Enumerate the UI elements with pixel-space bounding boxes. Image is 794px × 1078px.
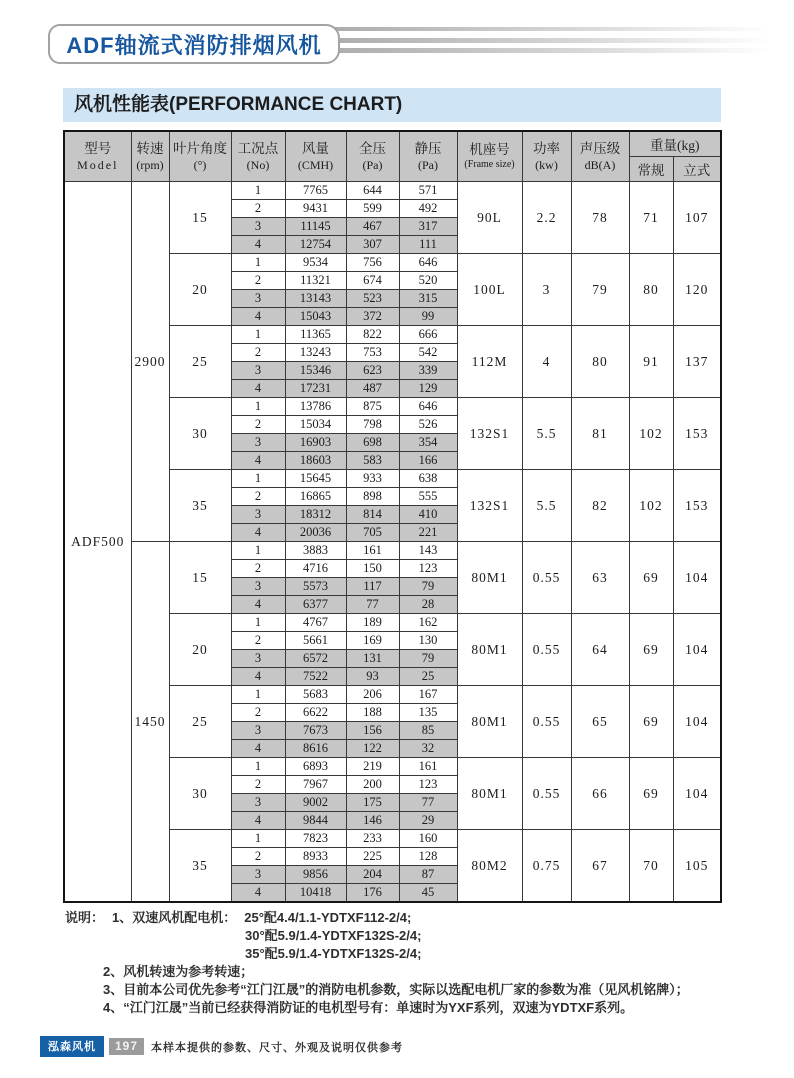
cell-rpm: 1450: [131, 542, 169, 903]
cell-point: 2: [231, 272, 285, 290]
cell-static-pressure: 79: [399, 578, 457, 596]
col-header-weight: 重量(kg): [629, 131, 721, 157]
cell-airflow: 5573: [285, 578, 346, 596]
cell-frame: 112M: [457, 326, 522, 398]
cell-point: 3: [231, 650, 285, 668]
cell-angle: 15: [169, 182, 231, 254]
cell-static-pressure: 45: [399, 884, 457, 903]
cell-point: 1: [231, 830, 285, 848]
cell-weight-normal: 71: [629, 182, 673, 254]
cell-total-pressure: 698: [346, 434, 399, 452]
col-header-speed: 转速 (rpm): [131, 131, 169, 182]
cell-static-pressure: 646: [399, 254, 457, 272]
cell-static-pressure: 354: [399, 434, 457, 452]
cell-total-pressure: 146: [346, 812, 399, 830]
cell-weight-normal: 69: [629, 686, 673, 758]
cell-airflow: 5683: [285, 686, 346, 704]
cell-total-pressure: 523: [346, 290, 399, 308]
col-header-model: 型号 Model: [64, 131, 131, 182]
cell-airflow: 13143: [285, 290, 346, 308]
cell-airflow: 4767: [285, 614, 346, 632]
cell-total-pressure: 814: [346, 506, 399, 524]
cell-point: 3: [231, 434, 285, 452]
cell-static-pressure: 317: [399, 218, 457, 236]
cell-point: 3: [231, 506, 285, 524]
cell-noise: 79: [571, 254, 629, 326]
cell-power: 5.5: [522, 398, 571, 470]
cell-frame: 80M1: [457, 686, 522, 758]
cell-total-pressure: 756: [346, 254, 399, 272]
cell-point: 2: [231, 560, 285, 578]
cell-total-pressure: 898: [346, 488, 399, 506]
cell-total-pressure: 189: [346, 614, 399, 632]
cell-airflow: 13786: [285, 398, 346, 416]
col-header-airflow: 风量 (CMH): [285, 131, 346, 182]
cell-weight-vertical: 104: [673, 758, 721, 830]
note-line-2: 2、风机转速为参考转速；: [103, 964, 254, 979]
cell-static-pressure: 29: [399, 812, 457, 830]
cell-total-pressure: 206: [346, 686, 399, 704]
notes-section: [65, 909, 765, 1017]
cell-point: 4: [231, 740, 285, 758]
note1-motor-35: 35°配5.9/1.4-YDTXF132S-2/4;: [245, 946, 422, 961]
cell-weight-normal: 69: [629, 542, 673, 614]
cell-weight-vertical: 120: [673, 254, 721, 326]
cell-frame: 80M1: [457, 758, 522, 830]
cell-static-pressure: 162: [399, 614, 457, 632]
cell-weight-vertical: 104: [673, 614, 721, 686]
cell-frame: 132S1: [457, 398, 522, 470]
cell-static-pressure: 79: [399, 650, 457, 668]
cell-airflow: 9534: [285, 254, 346, 272]
cell-static-pressure: 646: [399, 398, 457, 416]
cell-weight-normal: 91: [629, 326, 673, 398]
cell-noise: 65: [571, 686, 629, 758]
cell-airflow: 15645: [285, 470, 346, 488]
cell-total-pressure: 204: [346, 866, 399, 884]
cell-static-pressure: 492: [399, 200, 457, 218]
cell-static-pressure: 542: [399, 344, 457, 362]
decorative-stripe: [325, 27, 794, 31]
cell-total-pressure: 150: [346, 560, 399, 578]
cell-point: 3: [231, 794, 285, 812]
cell-point: 4: [231, 452, 285, 470]
cell-airflow: 4716: [285, 560, 346, 578]
brand-badge: 泓森风机: [40, 1036, 104, 1057]
cell-frame: 90L: [457, 182, 522, 254]
cell-total-pressure: 188: [346, 704, 399, 722]
cell-point: 4: [231, 596, 285, 614]
table-row: [64, 182, 721, 200]
cell-weight-vertical: 153: [673, 398, 721, 470]
cell-static-pressure: 666: [399, 326, 457, 344]
cell-airflow: 7673: [285, 722, 346, 740]
performance-table: [63, 130, 722, 903]
cell-angle: 30: [169, 758, 231, 830]
table-row: [64, 542, 721, 560]
page-number-badge: 197: [109, 1038, 144, 1055]
decorative-stripe: [325, 38, 794, 43]
cell-point: 4: [231, 380, 285, 398]
cell-weight-normal: 102: [629, 470, 673, 542]
cell-power: 2.2: [522, 182, 571, 254]
cell-total-pressure: 674: [346, 272, 399, 290]
col-header-static-pressure: 静压 (Pa): [399, 131, 457, 182]
cell-point: 1: [231, 542, 285, 560]
note1-motor-25: 25°配4.4/1.1-YDTXF112-2/4;: [244, 910, 412, 925]
cell-airflow: 3883: [285, 542, 346, 560]
cell-weight-vertical: 104: [673, 686, 721, 758]
cell-weight-normal: 69: [629, 614, 673, 686]
cell-total-pressure: 233: [346, 830, 399, 848]
cell-static-pressure: 571: [399, 182, 457, 200]
cell-weight-vertical: 107: [673, 182, 721, 254]
cell-total-pressure: 200: [346, 776, 399, 794]
cell-static-pressure: 135: [399, 704, 457, 722]
cell-total-pressure: 176: [346, 884, 399, 903]
cell-power: 4: [522, 326, 571, 398]
cell-total-pressure: 307: [346, 236, 399, 254]
note-line-3: 3、目前本公司优先参考“江门江晟”的消防电机参数，实际以选配电机厂家的参数为准（见风机铭牌）；: [103, 982, 689, 997]
cell-static-pressure: 111: [399, 236, 457, 254]
cell-point: 4: [231, 308, 285, 326]
cell-airflow: 15043: [285, 308, 346, 326]
cell-airflow: 9856: [285, 866, 346, 884]
cell-total-pressure: 93: [346, 668, 399, 686]
cell-airflow: 16903: [285, 434, 346, 452]
cell-point: 4: [231, 668, 285, 686]
cell-point: 2: [231, 344, 285, 362]
note1-prefix: 1、双速风机配电机：: [112, 910, 237, 925]
footer-disclaimer: 本样本提供的参数、尺寸、外观及说明仅供参考: [151, 1041, 404, 1054]
cell-angle: 25: [169, 326, 231, 398]
decorative-stripe: [325, 48, 794, 53]
cell-total-pressure: 705: [346, 524, 399, 542]
cell-noise: 66: [571, 758, 629, 830]
table-header: [64, 131, 721, 182]
notes-label: 说明：: [65, 910, 105, 925]
cell-weight-normal: 80: [629, 254, 673, 326]
cell-static-pressure: 99: [399, 308, 457, 326]
cell-power: 0.55: [522, 686, 571, 758]
cell-frame: 132S1: [457, 470, 522, 542]
section-title: 风机性能表(PERFORMANCE CHART): [63, 88, 721, 122]
cell-angle: 20: [169, 254, 231, 326]
cell-static-pressure: 128: [399, 848, 457, 866]
cell-point: 1: [231, 758, 285, 776]
cell-airflow: 13243: [285, 344, 346, 362]
cell-static-pressure: 520: [399, 272, 457, 290]
cell-total-pressure: 225: [346, 848, 399, 866]
cell-total-pressure: 623: [346, 362, 399, 380]
cell-angle: 35: [169, 830, 231, 903]
cell-point: 3: [231, 290, 285, 308]
col-header-point: 工况点 (No): [231, 131, 285, 182]
cell-noise: 64: [571, 614, 629, 686]
cell-point: 2: [231, 776, 285, 794]
cell-power: 3: [522, 254, 571, 326]
page-footer: [40, 1036, 403, 1057]
cell-airflow: 8933: [285, 848, 346, 866]
cell-point: 4: [231, 812, 285, 830]
cell-noise: 67: [571, 830, 629, 903]
cell-angle: 25: [169, 686, 231, 758]
cell-static-pressure: 221: [399, 524, 457, 542]
cell-frame: 100L: [457, 254, 522, 326]
cell-total-pressure: 583: [346, 452, 399, 470]
cell-static-pressure: 130: [399, 632, 457, 650]
cell-noise: 78: [571, 182, 629, 254]
cell-airflow: 20036: [285, 524, 346, 542]
cell-point: 2: [231, 632, 285, 650]
table-body: [64, 182, 721, 903]
cell-total-pressure: 131: [346, 650, 399, 668]
cell-noise: 81: [571, 398, 629, 470]
cell-airflow: 9844: [285, 812, 346, 830]
cell-weight-vertical: 137: [673, 326, 721, 398]
col-header-power: 功率 (kw): [522, 131, 571, 182]
cell-airflow: 11321: [285, 272, 346, 290]
cell-point: 3: [231, 578, 285, 596]
cell-airflow: 7765: [285, 182, 346, 200]
cell-weight-vertical: 153: [673, 470, 721, 542]
cell-angle: 35: [169, 470, 231, 542]
cell-point: 3: [231, 866, 285, 884]
cell-static-pressure: 32: [399, 740, 457, 758]
col-header-blade-angle: 叶片角度 (°): [169, 131, 231, 182]
cell-static-pressure: 28: [399, 596, 457, 614]
cell-static-pressure: 77: [399, 794, 457, 812]
cell-power: 5.5: [522, 470, 571, 542]
cell-static-pressure: 160: [399, 830, 457, 848]
col-header-noise: 声压级 dB(A): [571, 131, 629, 182]
cell-total-pressure: 372: [346, 308, 399, 326]
cell-airflow: 6893: [285, 758, 346, 776]
cell-point: 1: [231, 398, 285, 416]
cell-airflow: 12754: [285, 236, 346, 254]
note1-motor-30: 30°配5.9/1.4-YDTXF132S-2/4;: [245, 928, 422, 943]
cell-point: 4: [231, 236, 285, 254]
cell-point: 3: [231, 722, 285, 740]
cell-point: 1: [231, 470, 285, 488]
cell-airflow: 10418: [285, 884, 346, 903]
cell-static-pressure: 315: [399, 290, 457, 308]
cell-point: 2: [231, 200, 285, 218]
cell-static-pressure: 161: [399, 758, 457, 776]
cell-total-pressure: 117: [346, 578, 399, 596]
cell-weight-normal: 102: [629, 398, 673, 470]
cell-static-pressure: 87: [399, 866, 457, 884]
banner-title: ADF轴流式消防排烟风机: [48, 24, 340, 64]
cell-angle: 20: [169, 614, 231, 686]
cell-airflow: 6377: [285, 596, 346, 614]
cell-noise: 80: [571, 326, 629, 398]
cell-airflow: 7823: [285, 830, 346, 848]
cell-weight-normal: 70: [629, 830, 673, 903]
cell-power: 0.75: [522, 830, 571, 903]
cell-point: 1: [231, 326, 285, 344]
cell-airflow: 18603: [285, 452, 346, 470]
cell-total-pressure: 169: [346, 632, 399, 650]
cell-frame: 80M1: [457, 542, 522, 614]
cell-model: ADF500: [64, 182, 131, 903]
cell-point: 2: [231, 704, 285, 722]
cell-static-pressure: 25: [399, 668, 457, 686]
cell-airflow: 7522: [285, 668, 346, 686]
cell-weight-normal: 69: [629, 758, 673, 830]
cell-frame: 80M2: [457, 830, 522, 903]
cell-angle: 15: [169, 542, 231, 614]
cell-static-pressure: 638: [399, 470, 457, 488]
cell-point: 4: [231, 524, 285, 542]
cell-static-pressure: 143: [399, 542, 457, 560]
cell-point: 3: [231, 362, 285, 380]
cell-total-pressure: 822: [346, 326, 399, 344]
cell-point: 4: [231, 884, 285, 903]
cell-static-pressure: 167: [399, 686, 457, 704]
cell-airflow: 9431: [285, 200, 346, 218]
cell-point: 1: [231, 614, 285, 632]
cell-total-pressure: 161: [346, 542, 399, 560]
note-line-1: [65, 909, 765, 927]
cell-noise: 82: [571, 470, 629, 542]
cell-power: 0.55: [522, 758, 571, 830]
cell-static-pressure: 526: [399, 416, 457, 434]
cell-airflow: 17231: [285, 380, 346, 398]
cell-total-pressure: 875: [346, 398, 399, 416]
cell-total-pressure: 599: [346, 200, 399, 218]
cell-airflow: 11365: [285, 326, 346, 344]
cell-airflow: 15034: [285, 416, 346, 434]
cell-total-pressure: 644: [346, 182, 399, 200]
cell-frame: 80M1: [457, 614, 522, 686]
col-header-weight-normal: 常规: [629, 157, 673, 182]
cell-static-pressure: 85: [399, 722, 457, 740]
cell-airflow: 15346: [285, 362, 346, 380]
cell-airflow: 11145: [285, 218, 346, 236]
cell-airflow: 9002: [285, 794, 346, 812]
cell-static-pressure: 166: [399, 452, 457, 470]
cell-airflow: 5661: [285, 632, 346, 650]
cell-point: 1: [231, 254, 285, 272]
cell-point: 3: [231, 218, 285, 236]
cell-point: 2: [231, 488, 285, 506]
cell-total-pressure: 933: [346, 470, 399, 488]
cell-total-pressure: 77: [346, 596, 399, 614]
cell-airflow: 6572: [285, 650, 346, 668]
cell-total-pressure: 467: [346, 218, 399, 236]
cell-power: 0.55: [522, 614, 571, 686]
cell-rpm: 2900: [131, 182, 169, 542]
cell-weight-vertical: 105: [673, 830, 721, 903]
cell-point: 2: [231, 416, 285, 434]
cell-airflow: 16865: [285, 488, 346, 506]
cell-point: 1: [231, 182, 285, 200]
col-header-weight-vertical: 立式: [673, 157, 721, 182]
cell-point: 1: [231, 686, 285, 704]
cell-static-pressure: 129: [399, 380, 457, 398]
col-header-frame: 机座号 (Frame size): [457, 131, 522, 182]
cell-static-pressure: 123: [399, 776, 457, 794]
cell-total-pressure: 175: [346, 794, 399, 812]
cell-total-pressure: 122: [346, 740, 399, 758]
cell-airflow: 18312: [285, 506, 346, 524]
cell-noise: 63: [571, 542, 629, 614]
cell-airflow: 8616: [285, 740, 346, 758]
cell-airflow: 7967: [285, 776, 346, 794]
cell-static-pressure: 410: [399, 506, 457, 524]
cell-static-pressure: 339: [399, 362, 457, 380]
cell-static-pressure: 555: [399, 488, 457, 506]
cell-total-pressure: 798: [346, 416, 399, 434]
note-line-4: 4、“江门江晟”当前已经获得消防证的电机型号有：单速时为YXF系列，双速为YDTXF系列。: [103, 1000, 634, 1015]
cell-weight-vertical: 104: [673, 542, 721, 614]
cell-angle: 30: [169, 398, 231, 470]
cell-static-pressure: 123: [399, 560, 457, 578]
col-header-total-pressure: 全压 (Pa): [346, 131, 399, 182]
cell-total-pressure: 219: [346, 758, 399, 776]
cell-total-pressure: 156: [346, 722, 399, 740]
cell-point: 2: [231, 848, 285, 866]
cell-total-pressure: 487: [346, 380, 399, 398]
cell-airflow: 6622: [285, 704, 346, 722]
cell-total-pressure: 753: [346, 344, 399, 362]
cell-power: 0.55: [522, 542, 571, 614]
